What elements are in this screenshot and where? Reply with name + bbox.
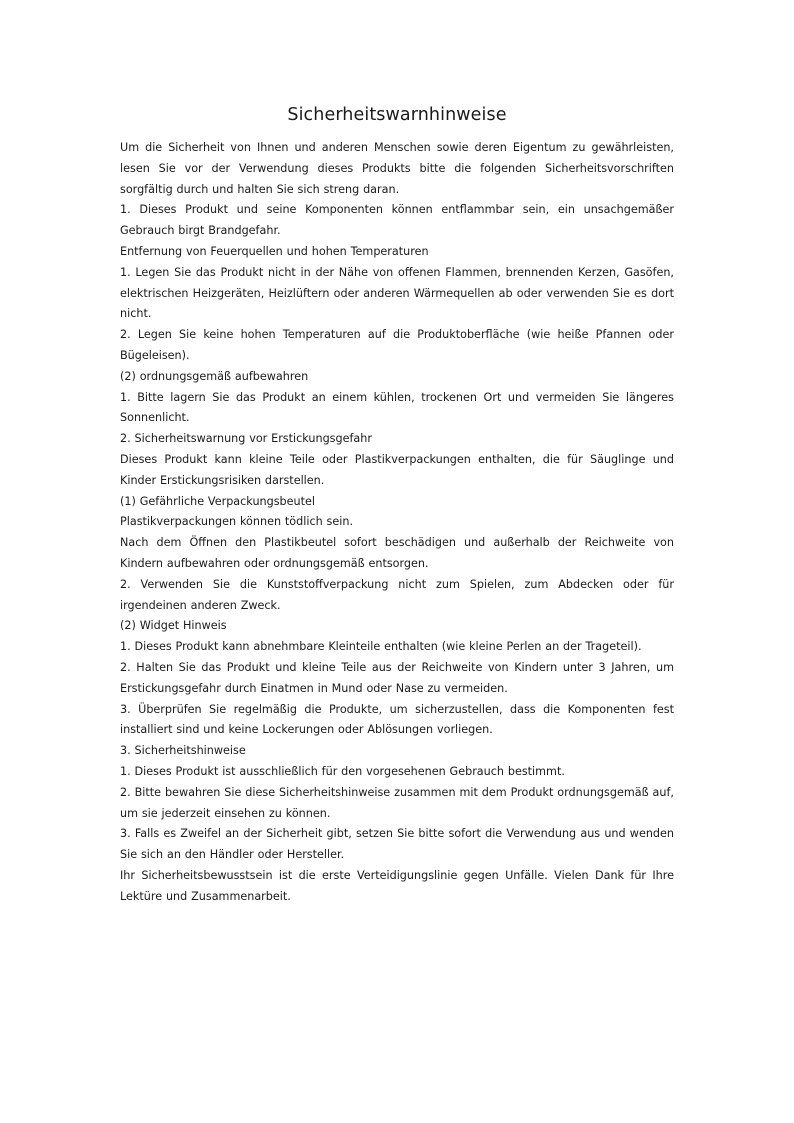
paragraph: 3. Überprüfen Sie regelmäßig die Produkte, um sicherzustellen, dass die Komponenten fest installiert sind und keine Lockerungen oder Ablösungen vorliegen. [120,702,674,737]
paragraph: Plastikverpackungen können tödlich sein. [120,515,354,529]
paragraph: 1. Bitte lagern Sie das Produkt an einem kühlen, trockenen Ort und vermeiden Sie längeres Sonnenlicht. [120,390,674,425]
paragraph: 1. Legen Sie das Produkt nicht in der Nähe von offenen Flammen, brennenden Kerzen, Gasöfen, elektrischen Heizgeräten, Heizlüftern oder anderen Wärmequellen ab oder verwenden Sie es dort nicht. [120,265,674,321]
paragraph: 2. Halten Sie das Produkt und kleine Teile aus der Reichweite von Kindern unter 3 Jahren, um Erstickungsgefahr durch Einatmen in Mund oder Nase zu vermeiden. [120,660,674,695]
paragraph: 2. Bitte bewahren Sie diese Sicherheitshinweise zusammen mit dem Produkt ordnungsgemäß auf, um sie jederzeit einsehen zu können. [120,785,674,820]
section-heading: 2. Sicherheitswarnung vor Erstickungsgefahr [120,432,372,446]
paragraph: 1. Dieses Produkt und seine Komponenten können entflammbar sein, ein unsachgemäßer Gebrauch birgt Brandgefahr. [120,203,674,238]
closing-paragraph: Ihr Sicherheitsbewusstsein ist die erste Verteidigungslinie gegen Unfälle. Vielen Dank für Ihre Lektüre und Zusammenarbeit. [120,868,674,903]
section-heading: (1) Gefährliche Verpackungsbeutel [120,494,316,508]
document-title: Sicherheitswarnhinweise [287,105,507,125]
paragraph: 2. Legen Sie keine hohen Temperaturen auf die Produktoberfläche (wie heiße Pfannen oder Bügeleisen). [120,328,674,362]
section-heading: Entfernung von Feuerquellen und hohen Temperaturen [120,244,429,258]
paragraph: 3. Falls es Zweifel an der Sicherheit gibt, setzen Sie bitte sofort die Verwendung aus und wenden Sie sich an den Händler oder Hersteller. [120,827,674,862]
paragraph: 1. Dieses Produkt kann abnehmbare Kleinteile enthalten (wie kleine Perlen an der Trageteil). [120,640,642,654]
section-heading: (2) Widget Hinweis [120,619,227,633]
intro-paragraph: Um die Sicherheit von Ihnen und anderen Menschen sowie deren Eigentum zu gewährleisten, lesen Sie vor der Verwendung dieses Produkts bitte die folgenden Sicherheitsvorschriften sorgfältig durch und halten Sie sich streng daran. [120,141,674,196]
section-heading: (2) ordnungsgemäß aufbewahren [120,369,309,383]
paragraph: 2. Verwenden Sie die Kunststoffverpackung nicht zum Spielen, zum Abdecken oder für irgendeinen anderen Zweck. [120,577,674,612]
paragraph: Dieses Produkt kann kleine Teile oder Plastikverpackungen enthalten, die für Säuglinge und Kinder Erstickungsrisiken darstellen. [120,452,674,487]
paragraph: 1. Dieses Produkt ist ausschließlich für den vorgesehenen Gebrauch bestimmt. [120,764,565,778]
section-heading: 3. Sicherheitshinweise [120,744,246,758]
paragraph: Nach dem Öffnen den Plastikbeutel sofort beschädigen und außerhalb der Reichweite von Kindern aufbewahren oder ordnungsgemäß entsorgen. [120,536,674,570]
document-body [120,138,674,907]
